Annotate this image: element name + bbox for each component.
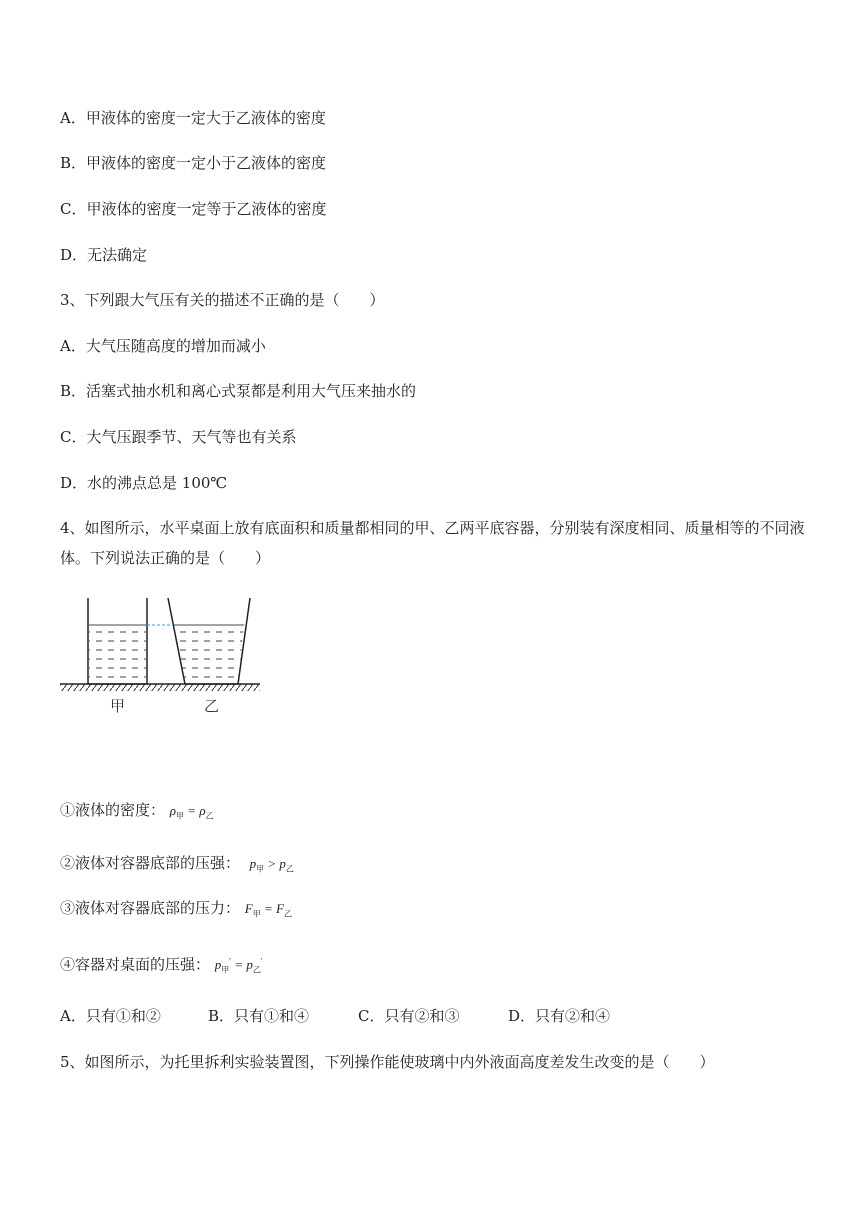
q2-option-d: D．无法确定 — [60, 246, 148, 264]
q3-option-b: B．活塞式抽水机和离心式泵都是利用大气压来抽水的 — [60, 382, 417, 400]
statement-1-math: $\rho_甲 = \rho_乙$ — [169, 803, 214, 821]
containers-figure — [58, 592, 268, 722]
statement-3-math: $F_甲 = F_乙$ — [244, 901, 292, 919]
q3-option-a: A．大气压随高度的增加而减小 — [60, 337, 266, 355]
label-jia: 甲 — [110, 697, 126, 715]
q4-option-c: C．只有②和③ — [358, 1007, 460, 1025]
q4-options — [60, 1006, 610, 1026]
q4-option-b: B．只有①和④ — [208, 1007, 310, 1025]
q3-option-c: C．大气压跟季节、天气等也有关系 — [60, 428, 297, 446]
q4-statement-3: ③液体对容器底部的压力： $F_甲 = F_乙$ — [60, 899, 292, 919]
q4-option-a: A．只有①和② — [60, 1007, 161, 1025]
q4-statement-1: ①液体的密度： $\rho_甲 = \rho_乙$ — [60, 801, 214, 821]
q4-statement-4: ④容器对桌面的压强： $p_甲' = p_乙'$ — [60, 955, 263, 975]
label-yi: 乙 — [204, 697, 220, 715]
q4-option-d: D．只有②和④ — [508, 1007, 611, 1025]
q3-option-d: D．水的沸点总是 100℃ — [60, 474, 228, 492]
statement-4-math: $p_甲' = p_乙'$ — [214, 957, 263, 975]
liquid-yi — [174, 625, 244, 684]
q2-option-a: A．甲液体的密度一定大于乙液体的密度 — [60, 109, 326, 127]
q2-option-c: C．甲液体的密度一定等于乙液体的密度 — [60, 200, 327, 218]
liquid-jia — [89, 625, 146, 684]
q3-stem: 3、下列跟大气压有关的描述不正确的是（ ） — [60, 291, 385, 309]
statement-2-math: $p_甲 > p_乙$ — [249, 856, 294, 874]
q2-option-b: B．甲液体的密度一定小于乙液体的密度 — [60, 154, 327, 172]
q5-stem: 5、如图所示，为托里拆利实验装置图，下列操作能使玻璃中内外液面高度差发生改变的是（ ） — [60, 1053, 715, 1071]
q4-statement-2: ②液体对容器底部的压强： $p_甲 > p_乙$ — [60, 854, 294, 874]
table-hatching — [60, 684, 260, 691]
q4-stem: 4、如图所示，水平桌面上放有底面积和质量都相同的甲、乙两平底容器，分别装有深度相同、质量相等的不同液体。下列说法正确的是（ ） — [60, 519, 805, 567]
